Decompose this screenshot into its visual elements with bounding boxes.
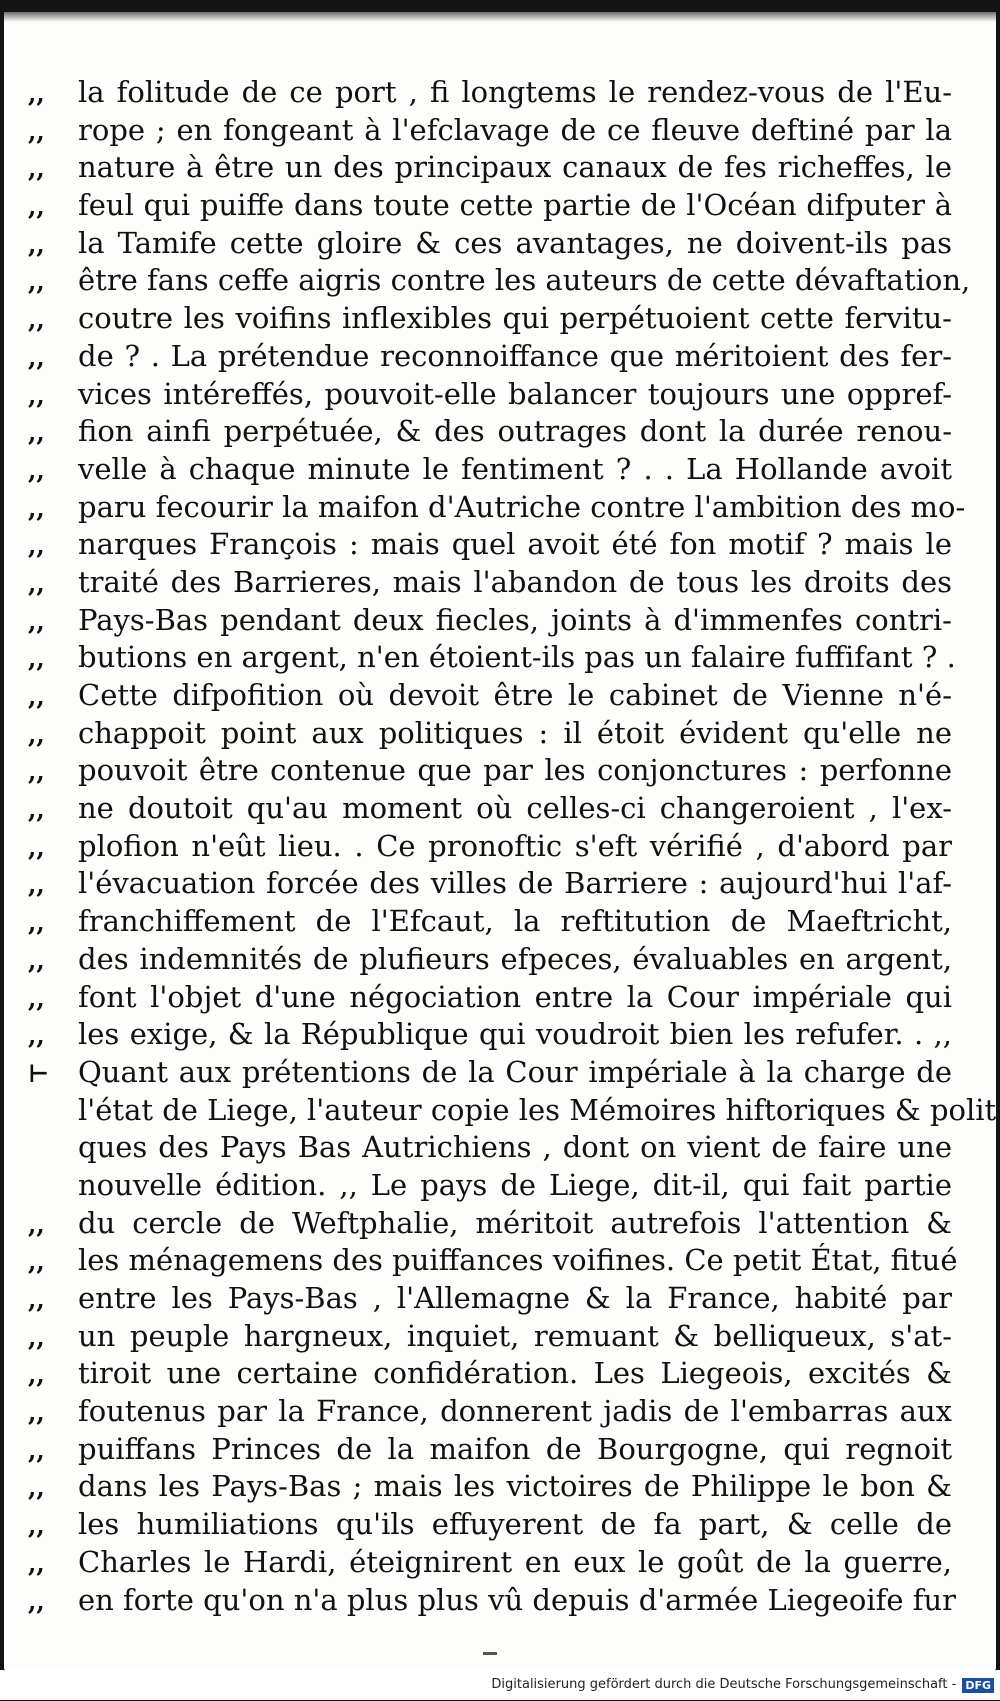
quote-mark: ,, bbox=[22, 1281, 78, 1319]
text-line bbox=[22, 413, 952, 451]
text-line bbox=[22, 715, 952, 753]
line-text: les ménagemens des puiffances voifines. Ce petit État, fitué bbox=[78, 1242, 958, 1280]
text-line bbox=[22, 1506, 952, 1544]
text-line bbox=[22, 828, 952, 866]
text-line bbox=[22, 1468, 952, 1506]
line-text: Quant aux prétentions de la Cour impériale à la charge de bbox=[78, 1054, 952, 1092]
text-line bbox=[22, 752, 952, 790]
quote-mark: ,, bbox=[22, 716, 78, 754]
line-text: l'état de Liege, l'auteur copie les Mémoires hiftoriques & politi- bbox=[78, 1092, 1000, 1130]
text-line bbox=[22, 602, 952, 640]
quote-mark: ,, bbox=[22, 791, 78, 829]
quote-mark: ,, bbox=[22, 1356, 78, 1394]
text-line bbox=[22, 451, 952, 489]
quote-mark: ,, bbox=[22, 339, 78, 377]
line-text: rope ; en fongeant à l'efclavage de ce fleuve deftiné par la bbox=[78, 112, 952, 150]
text-line bbox=[22, 677, 952, 715]
line-text: dans les Pays-Bas ; mais les victoires de Philippe le bon & bbox=[78, 1468, 952, 1506]
line-text: un peuple hargneux, inquiet, remuant & belliqueux, s'at- bbox=[78, 1318, 952, 1356]
text-line bbox=[22, 1092, 952, 1130]
text-line bbox=[22, 1054, 952, 1092]
line-text: font l'objet d'une négociation entre la Cour impériale qui bbox=[78, 979, 952, 1017]
quote-mark: ,, bbox=[22, 1017, 78, 1055]
text-line bbox=[22, 1129, 952, 1167]
text-line bbox=[22, 112, 952, 150]
line-text: de ? . La prétendue reconnoiffance que méritoient des fer- bbox=[78, 338, 952, 376]
text-line bbox=[22, 1205, 952, 1243]
line-text: Cette difpofition où devoit être le cabinet de Vienne n'é- bbox=[78, 677, 952, 715]
text-line bbox=[22, 187, 952, 225]
text-line bbox=[22, 149, 952, 187]
text-line bbox=[22, 225, 952, 263]
text-line bbox=[22, 1242, 952, 1280]
quote-mark: ,, bbox=[22, 1507, 78, 1545]
quote-mark: ,, bbox=[22, 904, 78, 942]
quote-mark: ,, bbox=[22, 678, 78, 716]
text-line bbox=[22, 1582, 952, 1620]
text-line bbox=[22, 639, 952, 677]
text-line bbox=[22, 489, 952, 527]
quote-mark: ,, bbox=[22, 603, 78, 641]
dfg-logo: DFG bbox=[962, 1678, 994, 1693]
text-line bbox=[22, 979, 952, 1017]
quote-mark: ,, bbox=[22, 942, 78, 980]
text-line bbox=[22, 564, 952, 602]
quote-mark: ⊢ bbox=[22, 1055, 78, 1093]
line-text: traité des Barrieres, mais l'abandon de tous les droits des bbox=[78, 564, 952, 602]
text-line bbox=[22, 790, 952, 828]
line-text: du cercle de Weftphalie, méritoit autrefois l'attention & bbox=[78, 1205, 952, 1243]
line-text: entre les Pays-Bas , l'Allemagne & la France, habité par bbox=[78, 1280, 952, 1318]
text-line bbox=[22, 262, 952, 300]
quote-mark: ,, bbox=[22, 188, 78, 226]
text-line bbox=[22, 1167, 952, 1205]
quote-mark: ,, bbox=[22, 377, 78, 415]
line-text: plofion n'eût lieu. . Ce pronoftic s'eft vérifié , d'abord par bbox=[78, 828, 952, 866]
line-text: coutre les voifins inflexibles qui perpétuoient cette fervitu- bbox=[78, 300, 952, 338]
text-line bbox=[22, 903, 952, 941]
line-text: feul qui puiffe dans toute cette partie de l'Océan difputer à bbox=[78, 187, 952, 225]
line-text: franchiffement de l'Efcaut, la reftitution de Maeftricht, bbox=[78, 903, 952, 941]
line-text: la Tamife cette gloire & ces avantages, ne doivent-ils pas bbox=[78, 225, 952, 263]
quote-mark: ,, bbox=[22, 490, 78, 528]
line-text: des indemnités de plufieurs efpeces, évaluables en argent, bbox=[78, 941, 952, 979]
line-text: ne doutoit qu'au moment où celles-ci changeroient , l'ex- bbox=[78, 790, 952, 828]
line-text: puiffans Princes de la maifon de Bourgogne, qui regnoit bbox=[78, 1431, 952, 1469]
quote-mark: ,, bbox=[22, 1319, 78, 1357]
text-line bbox=[22, 865, 952, 903]
line-text: narques François : mais quel avoit été fon motif ? mais le bbox=[78, 526, 952, 564]
page-top-edge bbox=[4, 12, 996, 22]
text-line bbox=[22, 1431, 952, 1469]
line-text: butions en argent, n'en étoient-ils pas un falaire fuffifant ? . bbox=[78, 639, 956, 677]
digitization-footer bbox=[0, 1670, 1000, 1700]
text-line bbox=[22, 1016, 952, 1054]
quote-mark: ,, bbox=[22, 753, 78, 791]
line-text: la folitude de ce port , fi longtems le rendez-vous de l'Eu- bbox=[78, 74, 952, 112]
quote-mark: ,, bbox=[22, 866, 78, 904]
quote-mark: ,, bbox=[22, 1469, 78, 1507]
quote-mark: ,, bbox=[22, 1243, 78, 1281]
line-text: foutenus par la France, donnerent jadis de l'embarras aux bbox=[78, 1393, 952, 1431]
quote-mark: ,, bbox=[22, 301, 78, 339]
line-text: chappoit point aux politiques : il étoit évident qu'elle ne bbox=[78, 715, 952, 753]
line-text: tiroit une certaine confidération. Les Liegeois, excités & bbox=[78, 1355, 952, 1393]
text-line bbox=[22, 338, 952, 376]
line-text: les exige, & la République qui voudroit bien les refufer. . ,, bbox=[78, 1016, 952, 1054]
quote-mark: ,, bbox=[22, 1583, 78, 1621]
line-text: vices intéreffés, pouvoit-elle balancer toujours une oppref- bbox=[78, 376, 952, 414]
quote-mark: ,, bbox=[22, 1545, 78, 1583]
quote-mark: ,, bbox=[22, 527, 78, 565]
quote-mark: ,, bbox=[22, 1394, 78, 1432]
line-text: en forte qu'on n'a plus plus vû depuis d'armée Liegeoife fur bbox=[78, 1582, 956, 1620]
text-line bbox=[22, 1355, 952, 1393]
quote-mark: ,, bbox=[22, 414, 78, 452]
quote-mark: ,, bbox=[22, 150, 78, 188]
line-text: velle à chaque minute le fentiment ? . . La Hollande avoit bbox=[78, 451, 952, 489]
quote-mark: ,, bbox=[22, 226, 78, 264]
quote-mark: ,, bbox=[22, 75, 78, 113]
body-text bbox=[22, 74, 952, 1619]
text-line bbox=[22, 941, 952, 979]
text-line bbox=[22, 526, 952, 564]
line-text: fion ainfi perpétuée, & des outrages dont la durée renou- bbox=[78, 413, 952, 451]
line-text: les humiliations qu'ils effuyerent de fa part, & celle de bbox=[78, 1506, 952, 1544]
page-foot-mark bbox=[483, 1652, 497, 1655]
line-text: paru fecourir la maifon d'Autriche contre l'ambition des mo- bbox=[78, 489, 965, 527]
text-line bbox=[22, 74, 952, 112]
line-text: ques des Pays Bas Autrichiens , dont on vient de faire une bbox=[78, 1129, 952, 1167]
line-text: Pays-Bas pendant deux fiecles, joints à d'immenfes contri- bbox=[78, 602, 952, 640]
quote-mark: ,, bbox=[22, 1206, 78, 1244]
quote-mark: ,, bbox=[22, 565, 78, 603]
quote-mark: ,, bbox=[22, 640, 78, 678]
line-text: être fans ceffe aigris contre les auteurs de cette dévaftation, bbox=[78, 262, 970, 300]
footer-credit: Digitalisierung gefördert durch die Deutsche Forschungsgemeinschaft - bbox=[491, 1670, 956, 1700]
line-text: Charles le Hardi, éteignirent en eux le goût de la guerre, bbox=[78, 1544, 952, 1582]
quote-mark: ,, bbox=[22, 980, 78, 1018]
quote-mark: ,, bbox=[22, 1432, 78, 1470]
text-line bbox=[22, 1280, 952, 1318]
text-line bbox=[22, 300, 952, 338]
quote-mark: ,, bbox=[22, 829, 78, 867]
line-text: nature à être un des principaux canaux de fes richeffes, le bbox=[78, 149, 952, 187]
text-line bbox=[22, 1393, 952, 1431]
line-text: nouvelle édition. ,, Le pays de Liege, dit-il, qui fait partie bbox=[78, 1167, 952, 1205]
quote-mark: ,, bbox=[22, 452, 78, 490]
line-text: l'évacuation forcée des villes de Barriere : aujourd'hui l'af- bbox=[78, 865, 952, 903]
text-line bbox=[22, 376, 952, 414]
quote-mark: ,, bbox=[22, 113, 78, 151]
text-line bbox=[22, 1318, 952, 1356]
quote-mark: ,, bbox=[22, 263, 78, 301]
text-line bbox=[22, 1544, 952, 1582]
line-text: pouvoit être contenue que par les conjonctures : perfonne bbox=[78, 752, 952, 790]
